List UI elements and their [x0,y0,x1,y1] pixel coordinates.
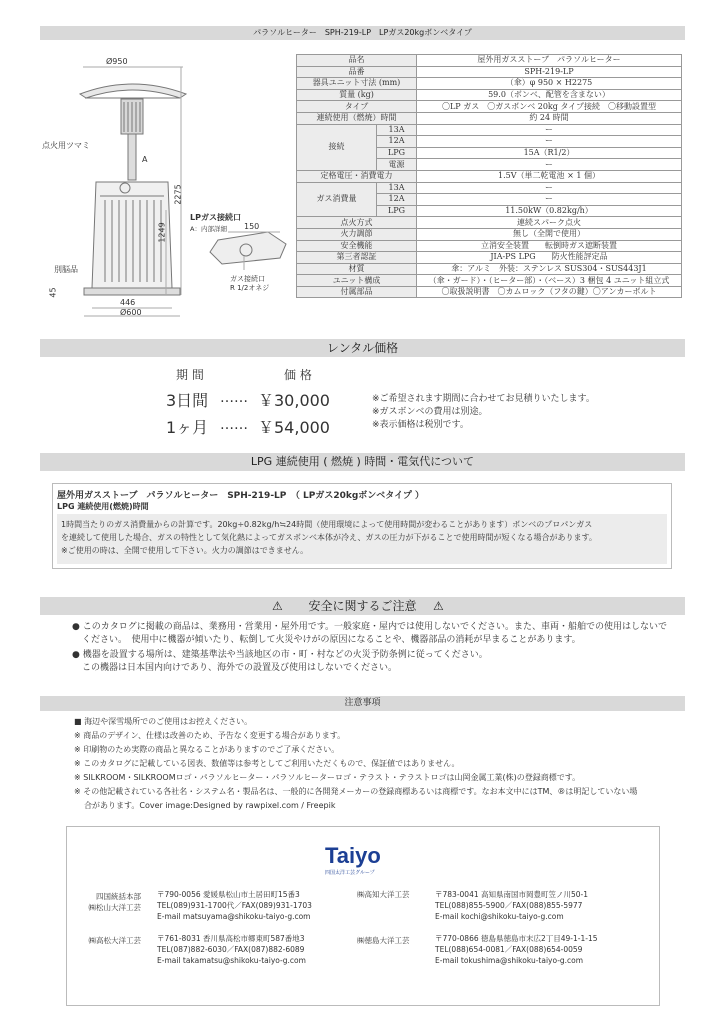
spec-row: ガス消費量 13A ー [297,182,682,194]
label-side: 別脳品 [54,265,78,274]
lpg-connection-detail [188,212,290,298]
spec-row: 材質 傘：アルミ 外装：ステンレス SUS304・SUS443J1 [297,263,682,275]
spec-row: LPG 11.50kW（0.82kg/h） [297,205,682,217]
spec-row: 安全機能 立消安全装置 転倒時ガス遮断装置 [297,240,682,252]
warning-icon: ⚠ [433,599,444,613]
note-3: ※ 印刷物のため実際の商品と異なることがありますのでご了承ください。 [74,745,340,754]
spec-row: 第三者認証 JIA-PS LPG 防火性能評定品 [297,252,682,264]
note-6b: 合があります。Cover image:Designed by rawpixel.com / Freepik [84,801,336,810]
spec-row: 品番 SPH-219-LP [297,66,682,78]
office-1-info: 〒790-0056 愛媛県松山市土居田町15番3 TEL(089)931-1700代／FAX(089)931-1703 E-mail matsuyama@shikoku-taiyo-g.com [157,890,312,921]
office-4-name: ㈱徳島大洋工芸 [357,936,410,945]
spec-row: 質量 (kg) 59.0（ボンベ、配管を含まない） [297,89,682,101]
label-a: A [142,155,148,164]
safety-title-bar [40,597,685,615]
spec-row: 付属部品 〇取扱説明書 〇カムロック（フタの鍵）〇アンカーボルト [297,286,682,298]
spec-row: 点火方式 連続スパーク点火 [297,217,682,229]
lpg-title: LPG 連続使用 ( 燃焼 ) 時間・電気代について [40,453,685,471]
spec-row: 火力調節 無し（全開で使用） [297,228,682,240]
spec-row: 電源 ー [297,159,682,171]
spec-row: 12A ー [297,194,682,206]
detail-dim: 150 [244,222,260,231]
office-2-info: 〒783-0041 高知県南国市岡豊町笠ノ川50-1 TEL(088)855-5900／FAX(088)855-5977 E-mail kochi@shikoku-taiyo-g.com [435,890,589,921]
note-5: ※ SILKROOM・SILKROOMロゴ・パラソルヒーター・パラソルヒーターロゴ・テラスト・テラストロゴは山岡金属工業(株)の登録商標です。 [74,773,581,782]
spec-row: 器具ユニット寸法 (mm) （傘）φ 950 × H2275 [297,78,682,90]
warning-icon: ⚠ [272,599,283,613]
safety-line-1b: ください。 使用中に機器が傾いたり、転倒して火災やけがの原因になることや、機器部品の消耗が早まることがあります。 [82,635,581,645]
rental-price-1: ￥30,000 [258,391,330,410]
detail-title: LPガス接続口 [190,213,241,222]
note-2: ※ 商品のデザイン、仕様は改善のため、予告なく変更する場合があります。 [74,731,346,740]
note-4: ※ このカタログに記載している図表、数値等は参考としてご利用いただくもので、保証値ではありません。 [74,759,460,768]
spec-row: ユニット構成 （傘・ガード）・（ヒーター部）・（ベース）3 梱包 4 ユニット組立式 [297,275,682,287]
dim-height: 2275 [173,184,183,205]
note-6a: ※ その他記載されている各社名・システム名・製品名は、一般的に各開発メーカーの登録商標あるいは商標です。なお本文中にはTM、®は明記していない場 [74,787,638,796]
spec-table [296,54,682,298]
dim-600: Ø600 [120,308,142,317]
lpg-calc-box [52,483,672,569]
lpg-heading: 屋外用ガスストーブ パラソルヒーター SPH-219-LP （ LPガス20kgボンベタイプ ） [57,491,424,501]
rental-note-1: ※ご希望されます期間に合わせてお見積りいたします。 [372,394,595,404]
office-3-info: 〒761-8031 香川県高松市郷東町587番地3 TEL(087)882-6030／FAX(087)882-6089 E-mail takamatsu@shikoku-taiyo-g.com [157,934,306,965]
rental-dots-1: …… [220,390,248,406]
lpg-sub: LPG 連続使用(燃焼)時間 [57,502,149,511]
spec-row: タイプ 〇LP ガス 〇ガスボンベ 20kg タイプ接続 〇移動設置型 [297,101,682,113]
spec-row: 12A ー [297,136,682,148]
detail-sub: A：内部詳細 [190,225,227,233]
dim-top: Ø950 [106,57,128,66]
lpg-calc-text: 1時間当たりのガス消費量からの計算です。20kg÷0.82kg/h≒24時間（使用環境によって使用時間が変わることがあります）ボンベのプロパンガス を連続して使用した場合、ガスの特性として気化熱によってガスボンベ本体が冷え、ガスの圧力が下がることで使用時間が短くなる場合があります。 ※ご使用の時は、全開で使用して下さい。火力の調節はできません。 [57,514,667,564]
label-knob: 点火用ツマミ [42,141,90,150]
top-title-bar: パラソルヒーター SPH-219-LP LPガス20kgボンベタイプ [40,26,685,40]
spec-row: 定格電圧・消費電力 1.5V（単二乾電池 × 1 個） [297,170,682,182]
dim-base: 446 [120,298,136,307]
rental-dots-2: …… [220,417,248,433]
safety-title: 安全に関するご注意 [308,599,417,613]
rental-note-3: ※表示価格は税別です。 [372,420,469,430]
rental-note-2: ※ガスボンベの費用は別途。 [372,407,488,417]
rental-title: レンタル価格 [40,339,685,357]
office-1-name: 四国統括本部 ㈱松山大洋工芸 [88,892,141,912]
spec-row: 接続 13A ー [297,124,682,136]
spec-row: 品名 屋外用ガスストーブ パラソルヒーター [297,55,682,67]
spec-row: LPG 15A（R1/2） [297,147,682,159]
rental-period-1: 3日間 [166,391,209,410]
office-2-name: ㈱高知大洋工芸 [357,890,410,899]
dim-inner: 1249 [157,222,167,243]
notes-title: 注意事項 [40,696,685,711]
logo-sub: 四国太洋工芸グループ [325,870,375,876]
safety-line-1a: ● このカタログに掲載の商品は、業務用・営業用・屋外用です。一般家庭・屋内では使用しないでください。また、車両・船舶での使用はしないで [72,622,667,632]
detail-label1: ガス接続口 [230,275,265,283]
taiyo-logo: Taiyo [325,843,381,868]
safety-line-2a: ● 機器を設置する場所は、建築基準法や当該地区の市・町・村などの火災予防条例に従ってください。 [72,650,488,660]
office-3-name: ㈱高松大洋工芸 [88,936,141,945]
note-1: ■ 海辺や深雪場所でのご使用はお控えください。 [74,717,253,726]
price-header: 価 格 [284,368,312,382]
safety-line-2b: この機器は日本国内向けであり、海外での設置及び使用はしないでください。 [82,663,398,673]
spec-row: 連続使用（燃焼）時間 約 24 時間 [297,112,682,124]
rental-period-2: 1ヶ月 [166,418,209,437]
dim-45: 45 [48,287,58,298]
office-4-info: 〒770-0866 徳島県徳島市末広2丁目49-1-1-15 TEL(088)654-0081／FAX(088)654-0059 E-mail tokushima@shikoku-taiyo-g.com [435,934,598,965]
detail-label2: R 1/2オネジ [230,284,270,292]
rental-price-2: ￥54,000 [258,418,330,437]
period-header: 期 間 [176,368,204,382]
footer-offices [66,826,660,1006]
